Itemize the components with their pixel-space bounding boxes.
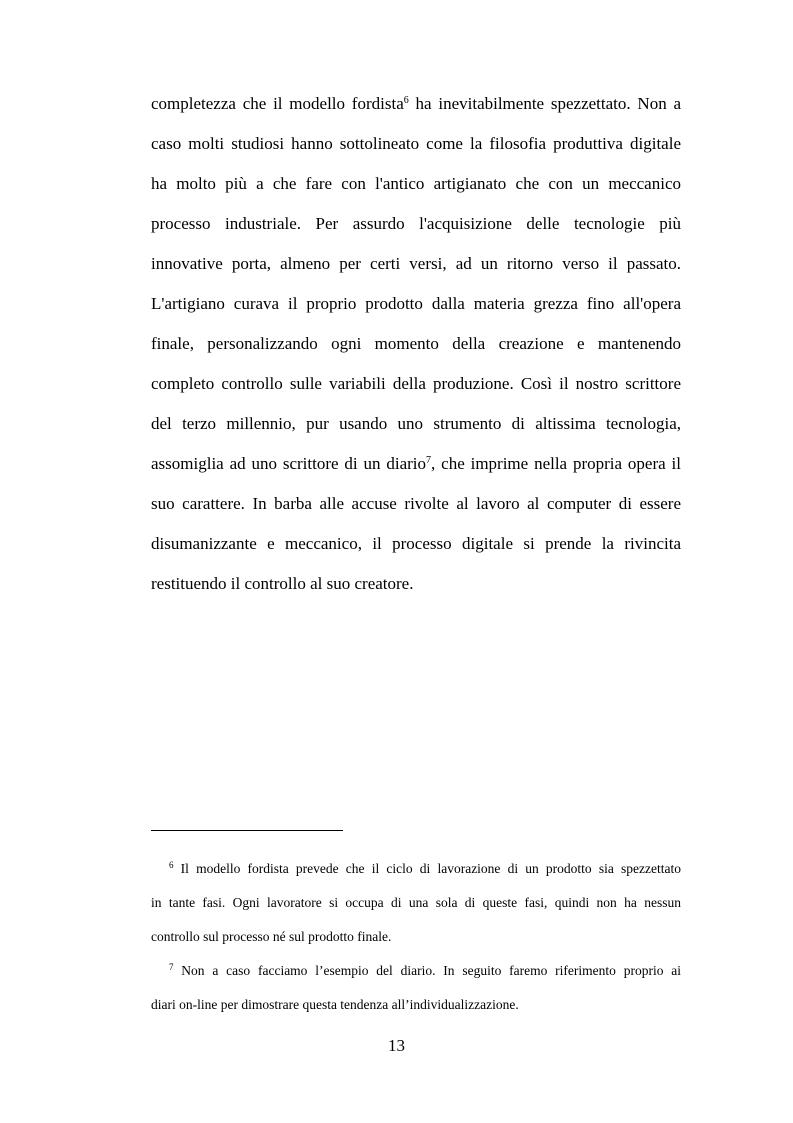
body-line: processo industriale. Per assurdo l'acquisizione delle tecnologie più <box>151 214 681 233</box>
body-line: ha molto più a che fare con l'antico artigianato che con un meccanico <box>151 174 681 193</box>
body-line: finale, personalizzando ogni momento della creazione e mantenendo <box>151 334 681 353</box>
body-line: assomiglia ad uno scrittore di un diario$^7$, che imprime nella propria opera il <box>151 454 681 473</box>
body-line: del terzo millennio, pur usando uno strumento di altissima tecnologia, <box>151 414 681 433</box>
footnote-line: controllo sul processo né sul prodotto finale. <box>151 929 392 944</box>
footnote-line: diari on-line per dimostrare questa tendenza all’individualizzazione. <box>151 997 519 1012</box>
body-line: innovative porta, almeno per certi versi, ad un ritorno verso il passato. <box>151 254 681 273</box>
body-line: caso molti studiosi hanno sottolineato come la filosofia produttiva digitale <box>151 134 681 153</box>
body-line: completo controllo sulle variabili della produzione. Così il nostro scrittore <box>151 374 681 393</box>
footnote-mark-7: 7 <box>169 962 174 972</box>
footnote-mark-6: 6 <box>169 860 174 870</box>
footnote-6: $^6$ Il modello fordista prevede che il ciclo di lavorazione di un prodotto sia spezzettato <box>169 860 681 876</box>
footnote-separator <box>151 830 343 831</box>
footnote-line: in tante fasi. Ogni lavoratore si occupa di una sola di queste fasi, quindi non ha nessun <box>151 895 681 910</box>
body-line: completezza che il modello fordista$^6$ ha inevitabilmente spezzettato. Non a <box>151 94 682 113</box>
footnote-ref-7[interactable]: 7 <box>426 455 432 466</box>
footnotes <box>151 852 681 1022</box>
body-line: L'artigiano curava il proprio prodotto dalla materia grezza fino all'opera <box>151 294 681 313</box>
body-line: suo carattere. In barba alle accuse rivolte al lavoro al computer di essere <box>151 494 681 513</box>
body-line: restituendo il controllo al suo creatore. <box>151 574 414 593</box>
footnote-7: $^7$ Non a caso facciamo l’esempio del diario. In seguito faremo riferimento proprio ai <box>169 962 681 978</box>
body-paragraph <box>151 84 681 604</box>
footnote-ref-6[interactable]: 6 <box>403 95 409 106</box>
body-line: disumanizzante e meccanico, il processo digitale si prende la rivincita <box>151 534 681 553</box>
page-number: 13 <box>388 1036 405 1055</box>
